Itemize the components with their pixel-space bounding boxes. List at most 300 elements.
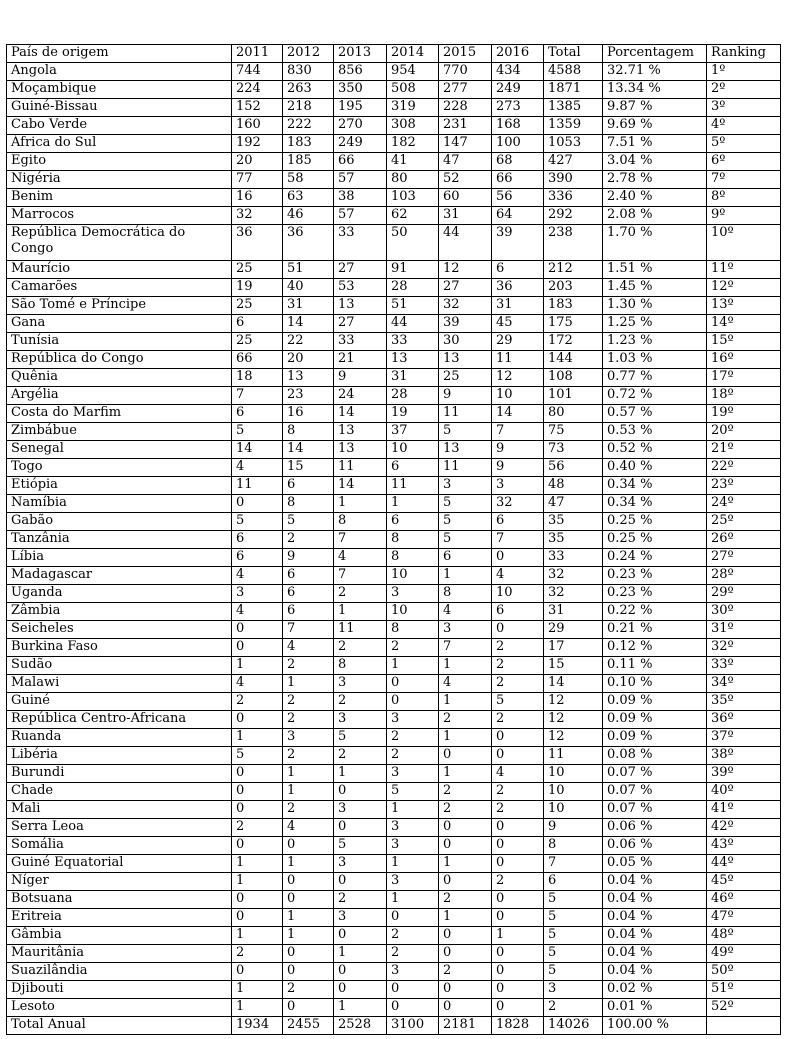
cell-total: 56 xyxy=(544,459,603,477)
header-cell-year-2012: 2012 xyxy=(283,45,334,63)
table-row xyxy=(7,513,781,531)
cell-year-2016: 0 xyxy=(492,549,544,567)
cell-country: Chade xyxy=(7,783,232,801)
cell-year-2015: 0 xyxy=(439,819,492,837)
cell-year-2016: 31 xyxy=(492,297,544,315)
cell-percentage: 0.40 % xyxy=(603,459,707,477)
table-row xyxy=(7,405,781,423)
cell-year-2013: 33 xyxy=(334,333,387,351)
cell-year-2014: 80 xyxy=(387,171,439,189)
cell-year-2012: 0 xyxy=(283,891,334,909)
cell-total: 175 xyxy=(544,315,603,333)
cell-ranking: 14º xyxy=(707,315,781,333)
cell-country: Guiné Equatorial xyxy=(7,855,232,873)
table-row xyxy=(7,837,781,855)
header-cell-year-2015: 2015 xyxy=(439,45,492,63)
table-row xyxy=(7,675,781,693)
cell-country: Moçambique xyxy=(7,81,232,99)
cell-year-2015: 1 xyxy=(439,855,492,873)
cell-percentage: 1.45 % xyxy=(603,279,707,297)
cell-total: 1359 xyxy=(544,117,603,135)
cell-year-2013: 53 xyxy=(334,279,387,297)
cell-year-2013: 2 xyxy=(334,891,387,909)
cell-year-2011: 5 xyxy=(232,513,283,531)
cell-percentage: 0.06 % xyxy=(603,837,707,855)
cell-year-2015: 5 xyxy=(439,513,492,531)
cell-percentage: 0.57 % xyxy=(603,405,707,423)
cell-year-2013: 33 xyxy=(334,225,387,261)
cell-year-2014: 10 xyxy=(387,567,439,585)
cell-total: 32 xyxy=(544,585,603,603)
cell-year-2012: 9 xyxy=(283,549,334,567)
cell-year-2011: 0 xyxy=(232,837,283,855)
table-row xyxy=(7,729,781,747)
cell-year-2014: 6 xyxy=(387,459,439,477)
cell-year-2012: 23 xyxy=(283,387,334,405)
cell-percentage: 13.34 % xyxy=(603,81,707,99)
cell-year-2012: 2 xyxy=(283,531,334,549)
cell-country: Gana xyxy=(7,315,232,333)
cell-year-2015: 0 xyxy=(439,999,492,1017)
cell-year-2015: 2 xyxy=(439,891,492,909)
cell-year-2016: 9 xyxy=(492,459,544,477)
cell-year-2015: 39 xyxy=(439,315,492,333)
cell-percentage: 0.21 % xyxy=(603,621,707,639)
header-cell-year-2011: 2011 xyxy=(232,45,283,63)
cell-country: Líbia xyxy=(7,549,232,567)
data-table xyxy=(6,44,781,1035)
cell-percentage: 3.04 % xyxy=(603,153,707,171)
cell-year-2015: 1 xyxy=(439,729,492,747)
cell-ranking: 51º xyxy=(707,981,781,999)
cell-total: 203 xyxy=(544,279,603,297)
table-row xyxy=(7,369,781,387)
cell-percentage: 0.25 % xyxy=(603,513,707,531)
cell-ranking: 7º xyxy=(707,171,781,189)
table-row xyxy=(7,693,781,711)
cell-year-2016: 0 xyxy=(492,747,544,765)
table-row xyxy=(7,135,781,153)
cell-year-2013: 7 xyxy=(334,531,387,549)
cell-year-2014: 33 xyxy=(387,333,439,351)
cell-percentage: 0.72 % xyxy=(603,387,707,405)
cell-year-2015: 47 xyxy=(439,153,492,171)
cell-total: 3 xyxy=(544,981,603,999)
cell-year-2015: 0 xyxy=(439,837,492,855)
cell-year-2016: 0 xyxy=(492,909,544,927)
cell-year-2011: 0 xyxy=(232,801,283,819)
table-row xyxy=(7,351,781,369)
cell-year-2012: 1 xyxy=(283,909,334,927)
cell-year-2014: 0 xyxy=(387,999,439,1017)
cell-year-2015: 5 xyxy=(439,531,492,549)
cell-year-2016: 29 xyxy=(492,333,544,351)
cell-year-2014: 41 xyxy=(387,153,439,171)
cell-year-2013: 3 xyxy=(334,855,387,873)
cell-year-2014: 2 xyxy=(387,747,439,765)
cell-year-2011: 1934 xyxy=(232,1017,283,1035)
cell-year-2012: 0 xyxy=(283,963,334,981)
cell-year-2011: 1 xyxy=(232,999,283,1017)
cell-year-2011: 0 xyxy=(232,495,283,513)
cell-total: 1053 xyxy=(544,135,603,153)
cell-total: 390 xyxy=(544,171,603,189)
cell-year-2011: 6 xyxy=(232,549,283,567)
table-row xyxy=(7,783,781,801)
cell-percentage: 2.40 % xyxy=(603,189,707,207)
cell-country: Sudão xyxy=(7,657,232,675)
cell-country: Quênia xyxy=(7,369,232,387)
cell-year-2011: 3 xyxy=(232,585,283,603)
cell-year-2015: 2 xyxy=(439,963,492,981)
cell-ranking: 8º xyxy=(707,189,781,207)
cell-ranking: 2º xyxy=(707,81,781,99)
cell-year-2013: 27 xyxy=(334,261,387,279)
table-row xyxy=(7,261,781,279)
cell-year-2011: 160 xyxy=(232,117,283,135)
cell-year-2016: 0 xyxy=(492,837,544,855)
cell-year-2012: 0 xyxy=(283,837,334,855)
cell-percentage: 1.25 % xyxy=(603,315,707,333)
cell-year-2015: 4 xyxy=(439,603,492,621)
cell-country: Nigéria xyxy=(7,171,232,189)
cell-country: Togo xyxy=(7,459,232,477)
cell-year-2014: 50 xyxy=(387,225,439,261)
cell-percentage: 0.01 % xyxy=(603,999,707,1017)
cell-ranking: 52º xyxy=(707,999,781,1017)
cell-year-2013: 13 xyxy=(334,441,387,459)
table-row xyxy=(7,441,781,459)
cell-total: 73 xyxy=(544,441,603,459)
cell-year-2013: 1 xyxy=(334,495,387,513)
cell-year-2016: 7 xyxy=(492,531,544,549)
cell-year-2011: 1 xyxy=(232,981,283,999)
table-row xyxy=(7,459,781,477)
cell-year-2012: 263 xyxy=(283,81,334,99)
cell-country: Costa do Marfim xyxy=(7,405,232,423)
cell-ranking: 11º xyxy=(707,261,781,279)
cell-year-2013: 3 xyxy=(334,909,387,927)
table-row xyxy=(7,531,781,549)
cell-year-2014: 37 xyxy=(387,423,439,441)
cell-ranking: 19º xyxy=(707,405,781,423)
cell-year-2012: 2 xyxy=(283,693,334,711)
cell-percentage: 0.04 % xyxy=(603,909,707,927)
table-row xyxy=(7,999,781,1017)
cell-ranking: 47º xyxy=(707,909,781,927)
cell-ranking: 17º xyxy=(707,369,781,387)
cell-ranking: 18º xyxy=(707,387,781,405)
cell-year-2012: 1 xyxy=(283,927,334,945)
cell-year-2012: 58 xyxy=(283,171,334,189)
cell-country: Zimbábue xyxy=(7,423,232,441)
cell-year-2011: 16 xyxy=(232,189,283,207)
cell-year-2011: 2 xyxy=(232,819,283,837)
cell-year-2014: 28 xyxy=(387,279,439,297)
cell-year-2013: 3 xyxy=(334,675,387,693)
cell-ranking: 6º xyxy=(707,153,781,171)
cell-country: Lesoto xyxy=(7,999,232,1017)
cell-year-2011: 25 xyxy=(232,261,283,279)
cell-year-2013: 14 xyxy=(334,477,387,495)
cell-year-2014: 1 xyxy=(387,801,439,819)
cell-country: Tunísia xyxy=(7,333,232,351)
cell-year-2014: 13 xyxy=(387,351,439,369)
cell-year-2013: 0 xyxy=(334,783,387,801)
cell-year-2016: 32 xyxy=(492,495,544,513)
cell-total: 14026 xyxy=(544,1017,603,1035)
cell-year-2016: 0 xyxy=(492,981,544,999)
cell-ranking: 28º xyxy=(707,567,781,585)
cell-year-2016: 1828 xyxy=(492,1017,544,1035)
cell-total: 10 xyxy=(544,801,603,819)
cell-year-2016: 0 xyxy=(492,621,544,639)
cell-year-2012: 4 xyxy=(283,639,334,657)
cell-country: República Centro-Africana xyxy=(7,711,232,729)
cell-country: Burkina Faso xyxy=(7,639,232,657)
cell-year-2014: 0 xyxy=(387,909,439,927)
cell-percentage: 0.34 % xyxy=(603,477,707,495)
cell-year-2015: 5 xyxy=(439,423,492,441)
cell-total: 17 xyxy=(544,639,603,657)
cell-year-2016: 2 xyxy=(492,711,544,729)
cell-year-2016: 168 xyxy=(492,117,544,135)
cell-year-2012: 2 xyxy=(283,981,334,999)
cell-year-2011: 25 xyxy=(232,297,283,315)
cell-ranking: 12º xyxy=(707,279,781,297)
table-row xyxy=(7,171,781,189)
cell-year-2011: 0 xyxy=(232,891,283,909)
cell-year-2013: 270 xyxy=(334,117,387,135)
cell-ranking: 31º xyxy=(707,621,781,639)
cell-year-2014: 0 xyxy=(387,693,439,711)
cell-year-2012: 0 xyxy=(283,873,334,891)
cell-year-2012: 13 xyxy=(283,369,334,387)
cell-year-2015: 0 xyxy=(439,927,492,945)
cell-country: Angola xyxy=(7,63,232,81)
cell-ranking: 23º xyxy=(707,477,781,495)
cell-year-2013: 2 xyxy=(334,693,387,711)
cell-percentage: 0.52 % xyxy=(603,441,707,459)
cell-country: Djibouti xyxy=(7,981,232,999)
cell-ranking: 21º xyxy=(707,441,781,459)
cell-ranking: 5º xyxy=(707,135,781,153)
table-row xyxy=(7,621,781,639)
cell-year-2014: 1 xyxy=(387,657,439,675)
cell-country: Libéria xyxy=(7,747,232,765)
table-row xyxy=(7,423,781,441)
cell-total: 14 xyxy=(544,675,603,693)
cell-year-2012: 2 xyxy=(283,801,334,819)
cell-percentage: 1.51 % xyxy=(603,261,707,279)
cell-year-2014: 1 xyxy=(387,495,439,513)
cell-percentage: 0.04 % xyxy=(603,927,707,945)
cell-year-2011: 0 xyxy=(232,783,283,801)
cell-total: 7 xyxy=(544,855,603,873)
table-row xyxy=(7,117,781,135)
cell-year-2014: 0 xyxy=(387,981,439,999)
table-row xyxy=(7,333,781,351)
cell-year-2014: 91 xyxy=(387,261,439,279)
cell-year-2015: 27 xyxy=(439,279,492,297)
cell-country: Gâmbia xyxy=(7,927,232,945)
cell-percentage: 0.77 % xyxy=(603,369,707,387)
cell-year-2014: 1 xyxy=(387,855,439,873)
header-cell-year-2013: 2013 xyxy=(334,45,387,63)
cell-year-2014: 319 xyxy=(387,99,439,117)
cell-year-2015: 60 xyxy=(439,189,492,207)
cell-year-2015: 8 xyxy=(439,585,492,603)
cell-percentage: 0.53 % xyxy=(603,423,707,441)
cell-percentage: 0.05 % xyxy=(603,855,707,873)
cell-ranking: 27º xyxy=(707,549,781,567)
cell-country: Gabão xyxy=(7,513,232,531)
cell-ranking: 40º xyxy=(707,783,781,801)
cell-year-2016: 2 xyxy=(492,657,544,675)
table-row xyxy=(7,81,781,99)
cell-country: Egito xyxy=(7,153,232,171)
cell-year-2013: 27 xyxy=(334,315,387,333)
cell-total: 12 xyxy=(544,711,603,729)
cell-year-2013: 5 xyxy=(334,729,387,747)
table-row xyxy=(7,927,781,945)
cell-percentage: 1.30 % xyxy=(603,297,707,315)
cell-percentage: 0.10 % xyxy=(603,675,707,693)
table-row xyxy=(7,315,781,333)
cell-percentage: 0.12 % xyxy=(603,639,707,657)
cell-year-2015: 1 xyxy=(439,657,492,675)
cell-ranking: 3º xyxy=(707,99,781,117)
cell-year-2012: 15 xyxy=(283,459,334,477)
cell-year-2013: 9 xyxy=(334,369,387,387)
cell-ranking: 15º xyxy=(707,333,781,351)
cell-country: Senegal xyxy=(7,441,232,459)
cell-year-2016: 66 xyxy=(492,171,544,189)
table-row xyxy=(7,603,781,621)
cell-percentage: 1.23 % xyxy=(603,333,707,351)
cell-year-2014: 19 xyxy=(387,405,439,423)
cell-percentage: 0.34 % xyxy=(603,495,707,513)
table-row xyxy=(7,189,781,207)
cell-percentage: 0.09 % xyxy=(603,693,707,711)
cell-country: Madagascar xyxy=(7,567,232,585)
cell-country: África do Sul xyxy=(7,135,232,153)
cell-year-2013: 38 xyxy=(334,189,387,207)
cell-year-2015: 2 xyxy=(439,711,492,729)
cell-year-2011: 6 xyxy=(232,315,283,333)
cell-percentage: 0.22 % xyxy=(603,603,707,621)
cell-year-2014: 3 xyxy=(387,837,439,855)
cell-ranking: 36º xyxy=(707,711,781,729)
cell-year-2014: 2 xyxy=(387,729,439,747)
cell-year-2012: 46 xyxy=(283,207,334,225)
cell-total: 33 xyxy=(544,549,603,567)
cell-year-2016: 36 xyxy=(492,279,544,297)
cell-total: 172 xyxy=(544,333,603,351)
cell-year-2014: 2 xyxy=(387,639,439,657)
table-row xyxy=(7,873,781,891)
cell-year-2016: 2 xyxy=(492,801,544,819)
cell-year-2012: 1 xyxy=(283,855,334,873)
header-cell-total: Total xyxy=(544,45,603,63)
cell-year-2011: 5 xyxy=(232,423,283,441)
cell-year-2013: 5 xyxy=(334,837,387,855)
cell-year-2016: 100 xyxy=(492,135,544,153)
cell-year-2011: 14 xyxy=(232,441,283,459)
cell-year-2016: 0 xyxy=(492,855,544,873)
cell-total: 9 xyxy=(544,819,603,837)
header-cell-country: País de origem xyxy=(7,45,232,63)
table-row xyxy=(7,99,781,117)
table-row xyxy=(7,279,781,297)
cell-year-2014: 3 xyxy=(387,585,439,603)
cell-total: 101 xyxy=(544,387,603,405)
cell-year-2013: 21 xyxy=(334,351,387,369)
cell-year-2011: 1 xyxy=(232,855,283,873)
cell-percentage: 32.71 % xyxy=(603,63,707,81)
cell-year-2011: 2 xyxy=(232,945,283,963)
cell-year-2014: 8 xyxy=(387,531,439,549)
table-row xyxy=(7,567,781,585)
cell-percentage: 0.06 % xyxy=(603,819,707,837)
cell-ranking: 13º xyxy=(707,297,781,315)
cell-year-2012: 6 xyxy=(283,603,334,621)
cell-year-2012: 1 xyxy=(283,675,334,693)
cell-total: 108 xyxy=(544,369,603,387)
cell-year-2016: 0 xyxy=(492,729,544,747)
cell-year-2013: 2 xyxy=(334,585,387,603)
cell-ranking: 26º xyxy=(707,531,781,549)
cell-percentage: 1.70 % xyxy=(603,225,707,261)
cell-year-2012: 830 xyxy=(283,63,334,81)
cell-year-2011: 66 xyxy=(232,351,283,369)
cell-year-2011: 1 xyxy=(232,657,283,675)
cell-country: Mali xyxy=(7,801,232,819)
cell-percentage: 2.78 % xyxy=(603,171,707,189)
cell-year-2013: 3 xyxy=(334,711,387,729)
cell-total: 29 xyxy=(544,621,603,639)
cell-year-2012: 8 xyxy=(283,495,334,513)
table-row xyxy=(7,747,781,765)
cell-year-2014: 3 xyxy=(387,765,439,783)
cell-year-2012: 14 xyxy=(283,441,334,459)
cell-year-2015: 5 xyxy=(439,495,492,513)
cell-year-2014: 62 xyxy=(387,207,439,225)
cell-ranking: 16º xyxy=(707,351,781,369)
cell-total: 292 xyxy=(544,207,603,225)
cell-year-2012: 1 xyxy=(283,783,334,801)
cell-total: 12 xyxy=(544,729,603,747)
cell-year-2012: 5 xyxy=(283,513,334,531)
cell-country: Argélia xyxy=(7,387,232,405)
cell-year-2014: 3 xyxy=(387,711,439,729)
cell-total: 47 xyxy=(544,495,603,513)
cell-year-2013: 2 xyxy=(334,747,387,765)
cell-country: Etiópia xyxy=(7,477,232,495)
cell-year-2016: 4 xyxy=(492,765,544,783)
cell-total: 144 xyxy=(544,351,603,369)
cell-year-2015: 11 xyxy=(439,405,492,423)
cell-year-2011: 0 xyxy=(232,909,283,927)
cell-total: 48 xyxy=(544,477,603,495)
cell-year-2016: 64 xyxy=(492,207,544,225)
cell-year-2015: 4 xyxy=(439,675,492,693)
cell-ranking: 30º xyxy=(707,603,781,621)
cell-year-2015: 31 xyxy=(439,207,492,225)
cell-country: Seicheles xyxy=(7,621,232,639)
cell-year-2016: 56 xyxy=(492,189,544,207)
cell-ranking: 38º xyxy=(707,747,781,765)
